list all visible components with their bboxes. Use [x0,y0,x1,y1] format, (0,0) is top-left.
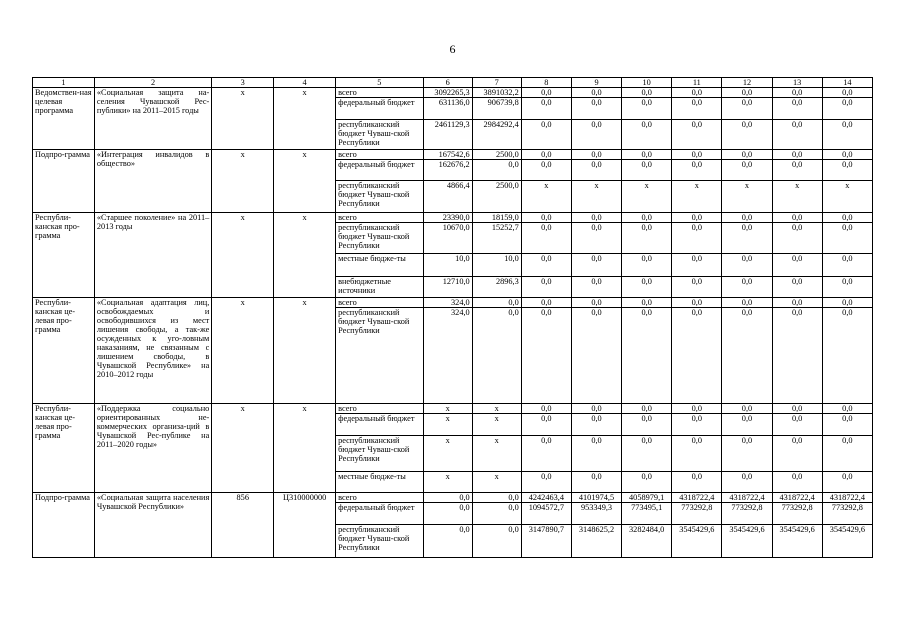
year-value-cell: 0,0 [822,120,872,150]
year-value-cell: x [423,436,472,472]
column-number-1: 1 [33,78,95,88]
year-value-cell: 0,0 [521,472,571,493]
program-manager-code: x [212,213,274,298]
program-manager-code: 856 [212,493,274,558]
year-value-cell: 0,0 [822,254,872,277]
year-value-cell: 0,0 [822,414,872,436]
program-target-code: x [274,88,336,150]
year-value-cell: 1094572,7 [521,503,571,525]
year-value-cell: 0,0 [521,404,571,414]
program-status: Подпро-грамма [33,493,95,558]
funding-source: всего [336,88,424,98]
year-value-cell: 0,0 [571,472,621,493]
year-value-cell: 3891032,2 [472,88,521,98]
year-value-cell: 0,0 [722,472,772,493]
program-target-code: x [274,404,336,493]
program-target-code: x [274,298,336,404]
year-value-cell: 773292,8 [772,503,822,525]
year-value-cell: 4318722,4 [822,493,872,503]
year-value-cell: 0,0 [772,298,822,308]
funding-source: всего [336,298,424,308]
program-target-code: Ц310000000 [274,493,336,558]
year-value-cell: 0,0 [772,254,822,277]
year-value-cell: 0,0 [672,404,722,414]
year-value-cell: 0,0 [622,98,672,120]
year-value-cell: 0,0 [722,150,772,160]
year-value-cell: 0,0 [423,493,472,503]
funding-source: федеральный бюджет [336,414,424,436]
year-value-cell: 0,0 [521,160,571,181]
year-value-cell: 0,0 [521,414,571,436]
year-value-cell: 4101974,5 [571,493,621,503]
year-value-cell: 0,0 [472,160,521,181]
year-value-cell: 0,0 [622,277,672,298]
year-value-cell: x [472,404,521,414]
year-value-cell: 0,0 [772,98,822,120]
year-value-cell: 0,0 [672,88,722,98]
year-value-cell: 0,0 [622,436,672,472]
year-value-cell: 0,0 [571,277,621,298]
table-row [33,298,873,308]
year-value-cell: 0,0 [622,414,672,436]
year-value-cell: 0,0 [622,213,672,223]
year-value-cell: 906739,8 [472,98,521,120]
year-value-cell: 773292,8 [822,503,872,525]
year-value-cell: 0,0 [672,472,722,493]
table-row [33,404,873,414]
year-value-cell: 0,0 [672,436,722,472]
year-value-cell: 0,0 [822,308,872,404]
program-name: «Интеграция инвалидов в общество» [94,150,211,213]
year-value-cell: 0,0 [622,150,672,160]
year-value-cell: 0,0 [722,160,772,181]
year-value-cell: 3545429,6 [822,525,872,558]
year-value-cell: 0,0 [472,308,521,404]
column-number-9: 9 [571,78,621,88]
year-value-cell: 2896,3 [472,277,521,298]
year-value-cell: 3147890,7 [521,525,571,558]
year-value-cell: 4318722,4 [672,493,722,503]
year-value-cell: 3092265,3 [423,88,472,98]
year-value-cell: 0,0 [571,150,621,160]
year-value-cell: 10,0 [423,254,472,277]
funding-source: местные бюдже-ты [336,472,424,493]
year-value-cell: 167542,6 [423,150,472,160]
year-value-cell: 0,0 [722,98,772,120]
year-value-cell: 0,0 [622,254,672,277]
year-value-cell: 0,0 [672,160,722,181]
year-value-cell: 0,0 [672,298,722,308]
year-value-cell: 3545429,6 [672,525,722,558]
year-value-cell: 0,0 [722,404,772,414]
year-value-cell: 773495,1 [622,503,672,525]
funding-source: федеральный бюджет [336,98,424,120]
year-value-cell: 0,0 [672,98,722,120]
funding-source: республиканский бюджет Чуваш-ской Республики [336,120,424,150]
program-manager-code: x [212,150,274,213]
year-value-cell: 3282484,0 [622,525,672,558]
year-value-cell: 0,0 [722,254,772,277]
year-value-cell: 0,0 [772,414,822,436]
funding-source: федеральный бюджет [336,160,424,181]
year-value-cell: 0,0 [571,404,621,414]
year-value-cell: 0,0 [622,308,672,404]
year-value-cell: 0,0 [672,150,722,160]
program-name: «Социальная защита на-селения Чувашской Рес-публики» на 2011–2015 годы [94,88,211,150]
program-manager-code: x [212,404,274,493]
program-name: «Социальная адаптация лиц, освобождаемых и освободившихся из мест лишения свободы, а так-же осужденных к уго-ловным наказаниям, не связанным с лишением свободы, в Чувашской Республике» на 2010–2012 годы [94,298,211,404]
column-number-10: 10 [622,78,672,88]
table-row [33,213,873,223]
program-status: Ведомствен-ная целевая программа [33,88,95,150]
year-value-cell: x [521,181,571,213]
year-value-cell: 0,0 [772,120,822,150]
year-value-cell: 0,0 [822,472,872,493]
program-target-code: x [274,213,336,298]
funding-source: внебюджетные источники [336,277,424,298]
program-manager-code: x [212,298,274,404]
year-value-cell: 0,0 [571,298,621,308]
year-value-cell: 0,0 [472,493,521,503]
year-value-cell: 0,0 [672,213,722,223]
program-status: Республи-канская це-левая про-грамма [33,298,95,404]
year-value-cell: 0,0 [672,120,722,150]
year-value-cell: 0,0 [672,223,722,254]
year-value-cell: 0,0 [822,160,872,181]
year-value-cell: 0,0 [722,298,772,308]
program-target-code: x [274,150,336,213]
year-value-cell: 2461129,3 [423,120,472,150]
year-value-cell: 0,0 [772,213,822,223]
year-value-cell: 0,0 [772,88,822,98]
column-number-12: 12 [722,78,772,88]
year-value-cell: 0,0 [722,277,772,298]
year-value-cell: 0,0 [571,414,621,436]
year-value-cell: 15252,7 [472,223,521,254]
budget-table [32,77,873,558]
column-number-2: 2 [94,78,211,88]
year-value-cell: 0,0 [472,503,521,525]
year-value-cell: 0,0 [772,160,822,181]
year-value-cell: 23390,0 [423,213,472,223]
year-value-cell: 3545429,6 [772,525,822,558]
year-value-cell: 0,0 [521,88,571,98]
program-status: Республи-канская це-левая про-грамма [33,404,95,493]
year-value-cell: x [622,181,672,213]
year-value-cell: 0,0 [772,472,822,493]
year-value-cell: 10,0 [472,254,521,277]
year-value-cell: 0,0 [822,223,872,254]
year-value-cell: 0,0 [571,254,621,277]
year-value-cell: 0,0 [521,150,571,160]
year-value-cell: 0,0 [772,150,822,160]
year-value-cell: 0,0 [571,120,621,150]
year-value-cell: 0,0 [622,120,672,150]
program-name: «Социальная защита населения Чувашской Республики» [94,493,211,558]
column-number-14: 14 [822,78,872,88]
year-value-cell: 773292,8 [672,503,722,525]
funding-source: республиканский бюджет Чуваш-ской Республики [336,223,424,254]
funding-source: всего [336,404,424,414]
year-value-cell: 324,0 [423,298,472,308]
year-value-cell: 0,0 [521,254,571,277]
year-value-cell: 4058979,1 [622,493,672,503]
year-value-cell: 0,0 [521,120,571,150]
year-value-cell: 0,0 [423,503,472,525]
year-value-cell: 0,0 [722,120,772,150]
column-number-13: 13 [772,78,822,88]
funding-source: федеральный бюджет [336,503,424,525]
year-value-cell: 0,0 [472,525,521,558]
year-value-cell: 0,0 [822,88,872,98]
year-value-cell: 773292,8 [722,503,772,525]
year-value-cell: 0,0 [622,88,672,98]
year-value-cell: 0,0 [571,98,621,120]
year-value-cell: 0,0 [822,298,872,308]
year-value-cell: x [423,414,472,436]
year-value-cell: x [423,404,472,414]
year-value-cell: 0,0 [622,404,672,414]
year-value-cell: 0,0 [822,277,872,298]
year-value-cell: x [472,472,521,493]
year-value-cell: 0,0 [571,223,621,254]
column-number-7: 7 [472,78,521,88]
column-number-6: 6 [423,78,472,88]
year-value-cell: 0,0 [672,254,722,277]
year-value-cell: 0,0 [772,308,822,404]
year-value-cell: 0,0 [472,298,521,308]
program-status: Республи-канская про-грамма [33,213,95,298]
year-value-cell: 0,0 [571,436,621,472]
year-value-cell: 0,0 [772,404,822,414]
program-manager-code: x [212,88,274,150]
year-value-cell: 0,0 [672,414,722,436]
year-value-cell: 0,0 [622,472,672,493]
year-value-cell: 4318722,4 [722,493,772,503]
page-number: 6 [449,42,456,56]
year-value-cell: 4242463,4 [521,493,571,503]
year-value-cell: 324,0 [423,308,472,404]
year-value-cell: 0,0 [521,436,571,472]
year-value-cell: 0,0 [722,223,772,254]
year-value-cell: 0,0 [521,223,571,254]
year-value-cell: 0,0 [772,277,822,298]
year-value-cell: 0,0 [722,414,772,436]
year-value-cell: 0,0 [622,298,672,308]
year-value-cell: 0,0 [722,436,772,472]
funding-source: всего [336,213,424,223]
year-value-cell: 0,0 [622,223,672,254]
column-number-5: 5 [336,78,424,88]
year-value-cell: 0,0 [521,298,571,308]
funding-source: местные бюдже-ты [336,254,424,277]
year-value-cell: 0,0 [571,213,621,223]
funding-source: республиканский бюджет Чуваш-ской Республики [336,181,424,213]
year-value-cell: 0,0 [521,98,571,120]
year-value-cell: 0,0 [571,88,621,98]
column-number-8: 8 [521,78,571,88]
year-value-cell: x [672,181,722,213]
year-value-cell: 162676,2 [423,160,472,181]
year-value-cell: 3545429,6 [722,525,772,558]
year-value-cell: x [822,181,872,213]
funding-source: всего [336,150,424,160]
year-value-cell: 2500,0 [472,181,521,213]
year-value-cell: 0,0 [571,160,621,181]
year-value-cell: 0,0 [521,277,571,298]
year-value-cell: x [722,181,772,213]
table-row [33,88,873,98]
year-value-cell: 0,0 [571,308,621,404]
table-row [33,493,873,503]
year-value-cell: 631136,0 [423,98,472,120]
year-value-cell: 953349,3 [571,503,621,525]
column-number-4: 4 [274,78,336,88]
year-value-cell: 0,0 [772,436,822,472]
year-value-cell: x [571,181,621,213]
program-name: «Старшее поколение» на 2011–2013 годы [94,213,211,298]
year-value-cell: 10670,0 [423,223,472,254]
year-value-cell: x [772,181,822,213]
year-value-cell: 0,0 [722,213,772,223]
program-status: Подпро-грамма [33,150,95,213]
year-value-cell: 2500,0 [472,150,521,160]
year-value-cell: 2984292,4 [472,120,521,150]
year-value-cell: 0,0 [722,88,772,98]
year-value-cell: 0,0 [521,308,571,404]
year-value-cell: 0,0 [521,213,571,223]
year-value-cell: 0,0 [722,308,772,404]
column-number-11: 11 [672,78,722,88]
year-value-cell: 0,0 [423,525,472,558]
header-row [33,78,873,88]
year-value-cell: 0,0 [772,223,822,254]
program-name: «Поддержка социально ориентированных не-коммерческих организа-ций в Чувашской Рес-публике на 2011–2020 годы» [94,404,211,493]
funding-source: всего [336,493,424,503]
funding-source: республиканский бюджет Чуваш-ской Республики [336,436,424,472]
year-value-cell: 0,0 [822,98,872,120]
year-value-cell: 0,0 [822,404,872,414]
year-value-cell: 0,0 [672,277,722,298]
year-value-cell: x [472,436,521,472]
year-value-cell: x [423,472,472,493]
year-value-cell: 4866,4 [423,181,472,213]
year-value-cell: 0,0 [672,308,722,404]
year-value-cell: x [472,414,521,436]
year-value-cell: 3148625,2 [571,525,621,558]
year-value-cell: 12710,0 [423,277,472,298]
funding-source: республиканский бюджет Чуваш-ской Республики [336,308,424,404]
column-number-3: 3 [212,78,274,88]
year-value-cell: 0,0 [822,150,872,160]
funding-source: республиканский бюджет Чуваш-ской Республики [336,525,424,558]
year-value-cell: 0,0 [822,213,872,223]
table-row [33,150,873,160]
year-value-cell: 0,0 [822,436,872,472]
year-value-cell: 0,0 [622,160,672,181]
year-value-cell: 4318722,4 [772,493,822,503]
year-value-cell: 18159,0 [472,213,521,223]
